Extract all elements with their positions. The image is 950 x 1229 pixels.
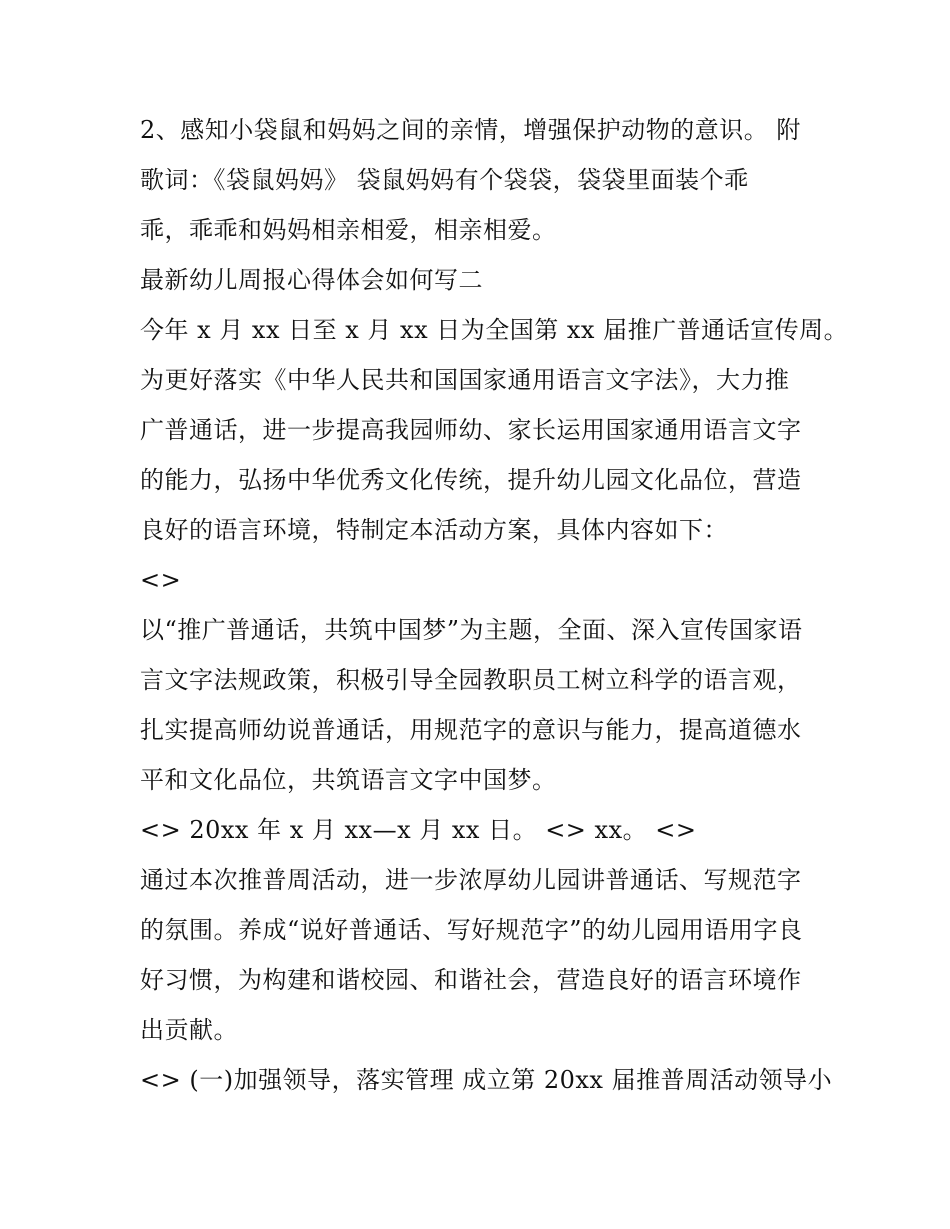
text-line: 好习惯，为构建和谐校园、和谐社会，营造良好的语言环境作 <box>140 966 802 994</box>
text-line: 的氛围。养成“说好普通话、写好规范字”的幼儿园用语用字良 <box>140 916 803 944</box>
text-line: 通过本次推普周活动，进一步浓厚幼儿园讲普通话、写规范字 <box>140 866 802 894</box>
text-line: 良好的语言环境，特制定本活动方案，具体内容如下： <box>140 516 728 544</box>
text-line: 扎实提高师幼说普通话，用规范字的意识与能力，提高道德水 <box>140 716 802 744</box>
text-line: 平和文化品位，共筑语言文字中国梦。 <box>140 766 557 794</box>
text-line: 言文字法规政策，积极引导全园教职员工树立科学的语言观， <box>140 666 802 694</box>
text-line: 歌词：《袋鼠妈妈》 袋鼠妈妈有个袋袋，袋袋里面装个乖 <box>140 166 749 194</box>
text-line: 为更好落实《中华人民共和国国家通用语言文字法》，大力推 <box>140 366 790 394</box>
section-heading: 最新幼儿周报心得体会如何写二 <box>140 266 483 294</box>
text-line: <> <box>140 566 182 594</box>
text-line: <> (一)加强领导，落实管理 成立第 20xx 届推普周活动领导小 <box>140 1066 833 1094</box>
text-line: 出贡献。 <box>140 1016 238 1044</box>
text-line: 的能力，弘扬中华优秀文化传统，提升幼儿园文化品位，营造 <box>140 466 802 494</box>
text-line: 今年 x 月 xx 日至 x 月 xx 日为全国第 xx 届推广普通话宣传周。 <box>140 316 849 344</box>
text-line: 乖，乖乖和妈妈相亲相爱，相亲相爱。 <box>140 216 557 244</box>
text-line: 以“推广普通话，共筑中国梦”为主题，全面、深入宣传国家语 <box>140 616 803 644</box>
text-line: 广普通话，进一步提高我园师幼、家长运用国家通用语言文字 <box>140 416 802 444</box>
text-line: 2、感知小袋鼠和妈妈之间的亲情，增强保护动物的意识。 附 <box>140 116 801 144</box>
text-line: <> 20xx 年 x 月 xx—x 月 xx 日。 <> xx。 <> <box>140 816 697 844</box>
